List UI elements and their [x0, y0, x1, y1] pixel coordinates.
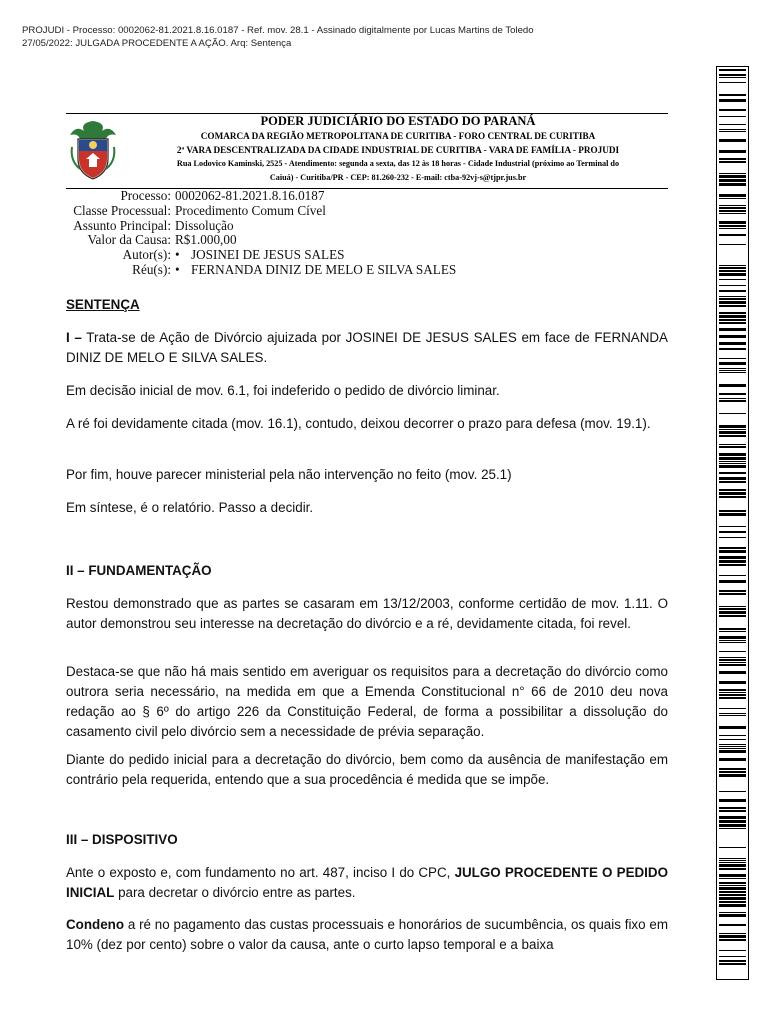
- digital-signature-stamp: [22, 24, 534, 50]
- case-autor-row: [40, 248, 456, 263]
- case-processo-value: 0002062-81.2021.8.16.0187: [175, 188, 325, 203]
- barcode-frame: [716, 66, 749, 980]
- case-reu-row: [40, 263, 456, 278]
- case-classe-value: Procedimento Comum Cível: [175, 202, 326, 218]
- court-comarca: COMARCA DA REGIÃO METROPOLITANA DE CURITIBA - FORO CENTRAL DE CURITIBA: [200, 131, 596, 141]
- case-processo-label: Processo:: [120, 188, 171, 203]
- court-header: [124, 114, 672, 184]
- bullet-icon: •: [175, 261, 180, 277]
- case-valor-label: Valor da Causa:: [87, 232, 171, 248]
- court-title: PODER JUDICIÁRIO DO ESTADO DO PARANÁ: [260, 114, 536, 128]
- paragraph-9-a: Ante o exposto e, com fundamento no art. 487, inciso I do CPC,: [66, 865, 455, 880]
- case-autor-label: Autor(s):: [122, 247, 171, 263]
- bullet-icon: •: [175, 247, 180, 263]
- section-sentenca: SENTENÇA: [66, 297, 140, 312]
- paragraph-9-c: para decretar o divórcio entre as partes.: [114, 885, 356, 900]
- paragraph-10-b: a ré no pagamento das custas processuais e honorários de sucumbência, os quais fixo em 10% (dez por cento) sobre o valor da causa, ante o curto lapso temporal e a baixa: [66, 917, 668, 952]
- paragraph-6: Restou demonstrado que as partes se casaram em 13/12/2003, conforme certidão de mov. 1.11. O autor demonstrou seu interesse na decretação do divórcio e a ré, devidamente citada, foi revel.: [66, 596, 668, 631]
- stamp-line-1: PROJUDI - Processo: 0002062-81.2021.8.16.0187 - Ref. mov. 28.1 - Assinado digitalmente por Lucas Martins de Toledo: [22, 25, 534, 36]
- paragraph-7: Destaca-se que não há mais sentido em averiguar os requisitos para a decretação do divórcio como outrora seria necessário, na medida em que a Emenda Constitucional n° 66 de 2010 deu nova redação ao § 6º do artigo 226 da Constituição Federal, de forma a possibilitar a dissolução do casamento civil pelo divórcio sem a necessidade de prévia separação.: [66, 664, 668, 739]
- paragraph-1-text: Trata-se de Ação de Divórcio ajuizada por JOSINEI DE JESUS SALES em face de FERNANDA DINIZ DE MELO E SILVA SALES.: [66, 330, 668, 365]
- paragraph-5: Em síntese, é o relatório. Passo a decidir.: [66, 500, 314, 515]
- paragraph-9: [66, 863, 668, 903]
- paragraph-10-a: Condeno: [66, 917, 125, 932]
- case-assunto-label: Assunto Principal:: [73, 217, 171, 233]
- paragraph-1: [66, 328, 668, 368]
- paragraph-1-lead: I –: [66, 330, 82, 345]
- section-dispositivo: III – DISPOSITIVO: [66, 832, 178, 847]
- case-assunto-value: Dissolução: [175, 217, 234, 233]
- paragraph-4: Por fim, houve parecer ministerial pela não intervenção no feito (mov. 25.1): [66, 467, 512, 482]
- paragraph-2: Em decisão inicial de mov. 6.1, foi indeferido o pedido de divórcio liminar.: [66, 383, 500, 398]
- case-valor-value: R$1.000,00: [175, 232, 237, 248]
- case-reu-value: FERNANDA DINIZ DE MELO E SILVA SALES: [191, 261, 457, 277]
- case-assunto-row: [40, 219, 456, 234]
- section-fundamentacao: II – FUNDAMENTAÇÃO: [66, 563, 212, 578]
- barcode-icon: [719, 69, 746, 977]
- case-reu-label: Réu(s):: [132, 261, 171, 277]
- paragraph-9-b: JULGO PROCEDENTE O PEDIDO INICIAL: [66, 865, 668, 900]
- court-address-1: Rua Lodovico Kaminski, 2525 - Atendimento: segunda a sexta, das 12 às 18 horas - Cidade Industrial (próximo ao Terminal do: [176, 159, 620, 168]
- case-info: [40, 189, 456, 278]
- paragraph-8: Diante do pedido inicial para a decretação do divórcio, bem como da ausência de manifestação em contrário pela requerida, entendo que a sua procedência é medida que se impõe.: [66, 752, 668, 787]
- court-vara: 2ª VARA DESCENTRALIZADA DA CIDADE INDUSTRIAL DE CURITIBA - VARA DE FAMÍLIA - PROJUDI: [176, 145, 620, 155]
- case-classe-label: Classe Processual:: [73, 202, 171, 218]
- court-address-2: Caiuá) - Curitiba/PR - CEP: 81.260-232 - E-mail: ctba-92vj-s@tjpr.jus.br: [269, 172, 527, 182]
- case-valor-row: [40, 233, 456, 248]
- paragraph-10: [66, 915, 668, 955]
- case-processo-row: [40, 189, 456, 204]
- case-classe-row: [40, 204, 456, 219]
- paragraph-3: A ré foi devidamente citada (mov. 16.1), contudo, deixou decorrer o prazo para defesa (mov. 19.1).: [66, 416, 651, 431]
- stamp-line-2: 27/05/2022: JULGADA PROCEDENTE A AÇÃO. Arq: Sentença: [22, 38, 292, 49]
- parana-coat-of-arms-icon: [66, 119, 120, 181]
- case-autor-value: JOSINEI DE JESUS SALES: [191, 247, 345, 263]
